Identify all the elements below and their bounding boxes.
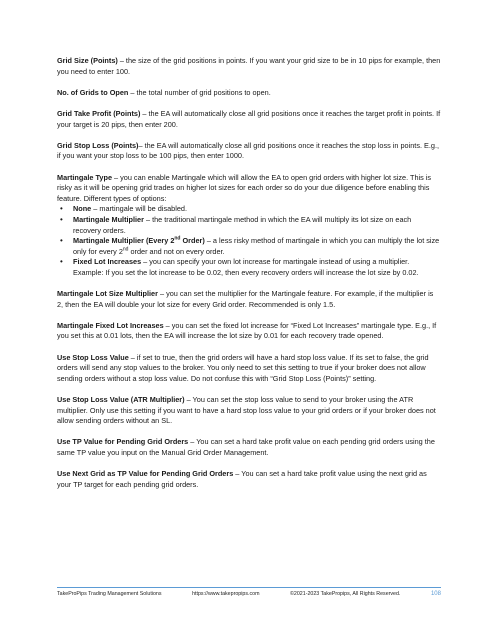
list-item: • None – martingale will be disabled. [57,204,441,215]
paragraph-use-stop-loss: Use Stop Loss Value – if set to true, then the grid orders will have a hard stop loss value. If its set to false, the grid orders will send any stop values to the broker. You only need to set this setting to true if your broker does not allow sending orders without a stop loss value. Do not confuse this with “Grid Stop Loss (Points)” setting. [57,352,429,383]
paragraph-grid-size: Grid Size (Points) – the size of the grid positions in points. If you want your grid size to be in 10 pips for example, then you need to enter 100. [57,56,441,76]
paragraph-use-stop-loss-atr: Use Stop Loss Value (ATR Multiplier) – You can set the stop loss value to send to your broker using the ATR multiplier. Only use this setting if you want to have a hard stop loss value to your grid orders or if your broker does not allow sending orders without an SL. [57,395,436,426]
term-martingale-type: Martingale Type [57,172,113,182]
footer-url[interactable]: https://www.takepropips.com [192,591,260,597]
term-martingale-multiplier: Martingale Lot Size Multiplier [57,289,158,299]
paragraph-no-of-grids: No. of Grids to Open – the total number of grid positions to open. [57,87,271,97]
term-grid-size: Grid Size (Points) [57,56,118,65]
martingale-options-list [57,204,441,278]
paragraph-use-next-grid-tp: Use Next Grid as TP Value for Pending Grid Orders – You can set a hard take profit value using the next grid as your TP target for each pending grid orders. [57,469,427,489]
page-number: 108 [430,591,441,597]
term-use-next-grid-tp: Use Next Grid as TP Value for Pending Grid Orders [57,469,234,479]
paragraph-use-tp-value: Use TP Value for Pending Grid Orders – You can set a hard take profit value on each pending grid orders using the same TP value you input on the Manual Grid Order Management. [57,437,435,457]
term-martingale-fixed-lot: Martingale Fixed Lot Increases [57,320,164,330]
term-grid-stop-loss: Grid Stop Loss (Points) [57,140,139,150]
page-footer [57,587,441,598]
term-use-tp-value: Use TP Value for Pending Grid Orders [57,437,189,447]
list-item: • Fixed Lot Increases – you can specify your own lot increase for martingale instead of using a multiplier. Example: If you set the lot increase to be 0.02, then every recovery orders will increase the lot size by 0.02. [57,257,441,278]
list-item: • Martingale Multiplier (Every 2nd Order) – a less risky method of martingale in which you can multiply the lot size only for every 2nd order and not on every order. [57,236,441,257]
paragraph-grid-stop-loss: Grid Stop Loss (Points)– the EA will automatically close all grid positions once it reaches the stop loss in points. E.g., if you want your stop loss to be 100 pips, then enter 1000. [57,140,440,161]
term-use-stop-loss-atr: Use Stop Loss Value (ATR Multiplier) [57,395,185,404]
paragraph-martingale-fixed-lot: Martingale Fixed Lot Increases – you can set the fixed lot increase for “Fixed Lot Increases” martingale type. E.g., If you set this at 0.01 lots, then the EA will increase the lot size by 0.01 for each recovery trade opened. [57,320,437,341]
footer-company: TakeProPips Trading Management Solutions [57,591,162,597]
page-content [57,56,441,501]
footer-copyright: ©2021-2023 TakePropips, All Rights Reserved. [290,591,401,597]
term-use-stop-loss: Use Stop Loss Value [57,352,129,362]
paragraph-grid-take-profit: Grid Take Profit (Points) – the EA will automatically close all grid positions once it reaches the target profit in points. If your target is 20 pips, then enter 200. [57,108,441,129]
term-no-of-grids: No. of Grids to Open [57,87,129,97]
term-grid-take-profit: Grid Take Profit (Points) [57,108,141,118]
list-item: • Martingale Multiplier – the traditional martingale method in which the EA will multiply its lot size on each recovery orders. [57,215,441,236]
paragraph-martingale-type: Martingale Type – you can enable Martingale which will allow the EA to open grid orders with higher lot size. This is risky as it will be opening grid trades on higher lot sizes for each order so do your due diligence before enabling this feature. Different types of options: [57,172,432,203]
paragraph-martingale-multiplier: Martingale Lot Size Multiplier – you can set the multiplier for the Martingale feature. For example, if the multiplier is 2, then the EA will double your lot size for every Grid order. Recommended is only 1.5. [57,289,434,309]
